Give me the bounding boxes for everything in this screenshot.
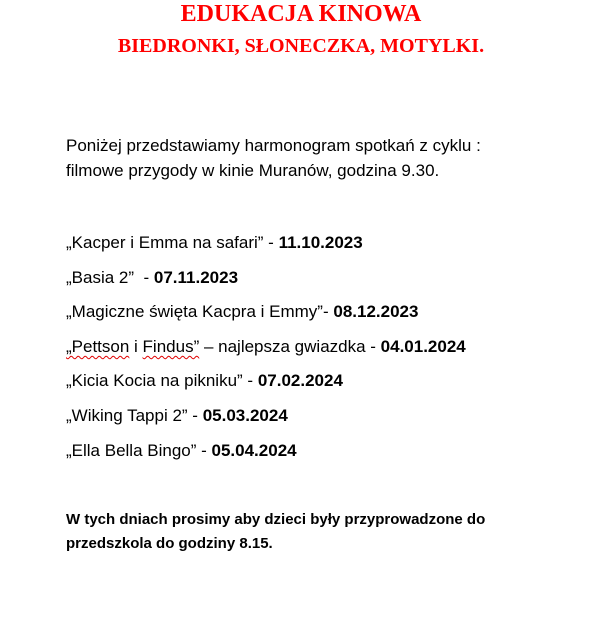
- film-separator: -: [263, 233, 279, 252]
- group-names: BIEDRONKI, SŁONECZKA, MOTYLKI.: [117, 35, 485, 57]
- film-title: „Basia 2”: [66, 267, 135, 287]
- note-line: przedszkola do godziny 8.15.: [66, 535, 273, 552]
- film-item: [66, 368, 466, 403]
- film-date: 11.10.2023: [278, 233, 363, 252]
- film-date: 08.12.2023: [333, 302, 419, 322]
- film-separator: -: [365, 336, 381, 356]
- film-schedule-list: [66, 230, 466, 472]
- film-title-rest: – najlepsza gwiazdka: [199, 336, 366, 356]
- film-item: [66, 334, 466, 369]
- film-item: [66, 438, 466, 473]
- intro-line: filmowe przygody w kinie Muranów, godzina 9.30.: [66, 161, 440, 180]
- film-date: 05.03.2024: [202, 405, 288, 425]
- film-item: [66, 265, 466, 300]
- film-item: [66, 403, 466, 438]
- film-separator: -: [322, 302, 334, 322]
- drop-off-note: [66, 508, 566, 556]
- film-separator: -: [196, 440, 212, 460]
- film-date: 07.02.2024: [257, 371, 343, 391]
- film-date: 04.01.2024: [380, 336, 466, 356]
- film-title-joiner: i: [129, 336, 143, 356]
- film-title-misspelled: „Pettson: [66, 336, 130, 356]
- page-title: EDUKACJA KINOWA: [180, 1, 422, 27]
- film-date: 05.04.2024: [211, 440, 297, 460]
- intro-paragraph: [66, 133, 586, 183]
- film-title-misspelled: Findus”: [142, 336, 200, 356]
- film-title: „Kicia Kocia na pikniku”: [66, 371, 243, 391]
- film-title: „Magiczne święta Kacpra i Emmy”: [66, 302, 323, 322]
- film-item: [66, 230, 466, 265]
- film-title: „Ella Bella Bingo”: [66, 440, 197, 460]
- film-title: „Wiking Tappi 2”: [66, 405, 188, 425]
- film-item: [66, 299, 466, 334]
- film-separator: -: [134, 267, 154, 287]
- film-title: „Kacper i Emma na safari”: [66, 233, 264, 252]
- intro-line: Poniżej przedstawiamy harmonogram spotkań z cyklu :: [66, 136, 481, 155]
- film-separator: -: [242, 371, 258, 391]
- note-line: W tych dniach prosimy aby dzieci były przyprowadzone do: [66, 511, 486, 528]
- film-date: 07.11.2023: [153, 267, 239, 287]
- film-separator: -: [187, 405, 203, 425]
